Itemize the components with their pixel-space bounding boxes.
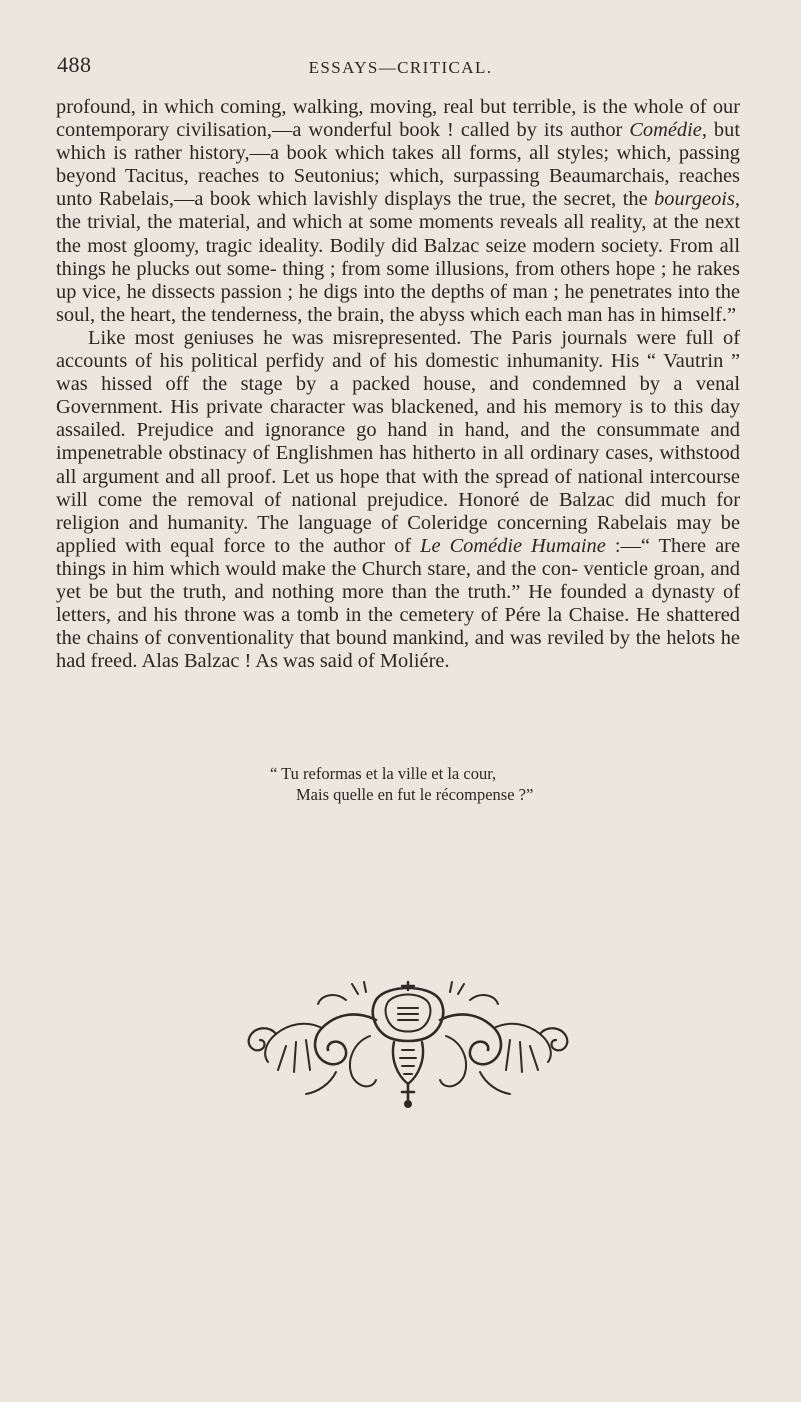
tailpiece-ornament-icon (226, 980, 590, 1110)
paragraph: Like most geniuses he was misrepresented. The Paris journals were full of accounts of his political perfidy and of his domestic inhumanity. His “ Vautrin ” was hissed off the stage by a packed house, and condemned by a venal Government. His private character was blackened, and his memory is to this day assailed. Prejudice and ignorance go hand in hand, and the consummate and impenetrable obstinacy of Englishmen has hitherto in all ordinary cases, withstood all argument and all proof. Let us hope that with the spread of national intercourse will come the removal of national prejudice. Honoré de Balzac did much for religion and humanity. The language of Coleridge concerning Rabelais may be applied with equal force to the author of Le Comédie Humaine :—“ There are things in him which would make the Church stare, and the con- venticle groan, and yet be but the truth, and nothing more than the truth.” He founded a dynasty of letters, and his throne was a tomb in the cemetery of Pére la Chaise. He shattered the chains of conventionality that bound mankind, and was reviled by the helots he had freed. Alas Balzac ! As was said of Moliére. (56, 326, 740, 673)
italic-text: Comédie (629, 119, 702, 142)
ornament-right (440, 982, 567, 1094)
quote-line: Mais quelle en fut le récompense ?” (296, 784, 534, 804)
ornament-left (249, 982, 376, 1094)
italic-text: bourgeois (654, 188, 735, 211)
verse-quotation (270, 764, 730, 805)
italic-text: Le Comédie Humaine (420, 534, 606, 557)
page-number: 488 (57, 52, 92, 77)
quote-line: “ Tu reformas et la ville et la cour, (270, 764, 497, 783)
body-text (56, 96, 740, 673)
running-title: ESSAYS—CRITICAL. (308, 58, 493, 77)
ornament-center (373, 982, 443, 1107)
paragraph: profound, in which coming, walking, moving, real but terrible, is the whole of our contemporary civilisation,—a wonderful book ! called by its author Comédie, but which is rather history,—a book which takes all forms, all styles; which, passing beyond Tacitus, reaches to Seutonius; which, surpassing Beaumarchais, reaches unto Rabelais,—a book which lavishly displays the true, the secret, the bourgeois, the trivial, the material, and which at some moments reveals all reality, at the next the most gloomy, tragic ideality. Bodily did Balzac seize modern society. From all things he plucks out some- thing ; from some illusions, from others hope ; he rakes up vice, he dissects passion ; he digs into the depths of man ; he penetrates into the soul, the heart, the tenderness, the brain, the abyss which each man has in himself.” (56, 96, 740, 326)
